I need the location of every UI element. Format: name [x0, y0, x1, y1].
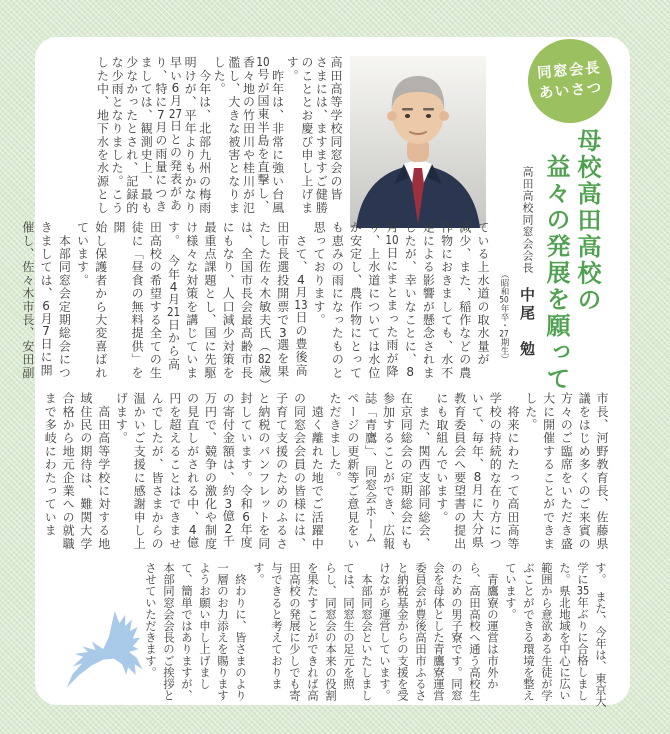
- text-column: げます。: [114, 392, 129, 445]
- text-column: 今年は、北部九州の梅雨: [197, 56, 212, 215]
- text-column: ています。: [504, 562, 518, 620]
- text-column: の見直しがされる中、4億: [185, 392, 200, 550]
- text-column: ページの更新等ご意見をい: [345, 392, 360, 551]
- text-column: 一層のお力添えを賜ります: [216, 562, 230, 702]
- text-column: ようお願い申し上げまし: [198, 562, 212, 690]
- text-column: 終わりに、皆さまのより: [234, 562, 248, 702]
- text-column: 田高校の希望する全ての生: [148, 221, 163, 380]
- text-column: 催し、佐々木市長、安田副: [20, 221, 35, 380]
- text-column: と納税基金からの支援を受: [396, 562, 410, 702]
- text-column: 田市長選投開票で3選を果: [275, 221, 290, 379]
- text-column: 教育委員会へ要望書の提出: [452, 392, 467, 551]
- text-column: 始し保護者から大変喜ばれ: [93, 221, 108, 380]
- text-column: 誌「青鷹」、同窓会ホーム: [363, 392, 378, 545]
- text-column: も恵みの雨になったものと: [330, 221, 345, 380]
- text-column: 本部同窓会といたしまし: [360, 562, 374, 702]
- text-column: らし、同窓会の本来の役割: [324, 562, 338, 702]
- text-column: ています。: [75, 221, 90, 287]
- text-column: て、簡単ではありますが、: [180, 562, 194, 702]
- text-column: ら、高田高校へ通う高校生: [468, 562, 482, 702]
- text-column: が安定し、農作物にとって: [348, 221, 363, 380]
- text-column: 子育て支援のためのふるさ: [274, 392, 289, 551]
- text-column: 議をはじめ多くのご来賓の: [577, 392, 592, 551]
- text-column: 万円で、競争の激化や制度: [203, 392, 218, 551]
- text-column: 昨年は、非常に強い台風: [270, 56, 285, 215]
- text-column: 委員会が豊後高田市ふるさ: [414, 562, 428, 702]
- text-column: いて、毎年、8月に大分県: [470, 392, 485, 550]
- text-column: さて、4月13日の豊後高: [293, 221, 308, 378]
- greeting-badge: [528, 39, 612, 123]
- text-column: 域住民の期待は、難関大学: [78, 392, 93, 551]
- text-column: ましては、観測史上、最も: [139, 56, 154, 215]
- greeting-badge-text: [536, 58, 603, 104]
- text-column: 高田高等学校同窓会の皆: [329, 56, 343, 202]
- text-column: きましては、6月7日に開: [39, 221, 54, 378]
- body-band-2: [20, 221, 492, 392]
- text-column: 範囲から意欲ある生徒が学: [540, 562, 554, 702]
- text-column: 市長、河野教育長、佐藤県: [595, 392, 609, 551]
- text-column: 本部同窓会定期総会につ: [57, 221, 72, 380]
- text-column: 濫し、大きな被害となりま: [226, 56, 241, 215]
- text-column: 在京同総会の定期総会にも: [399, 392, 414, 551]
- portrait-photo: [350, 56, 486, 228]
- text-column: た。県北地域を中心に広い: [558, 562, 572, 702]
- badge-line-2: あいさつ: [538, 80, 604, 102]
- text-column: 少なかったとされ、記録的: [124, 56, 139, 215]
- text-column: ぶことができる環境を整え: [522, 562, 536, 702]
- text-column: 月10日にまとまった雨が降: [384, 221, 399, 379]
- text-column: す。 また、今年は、東京大: [594, 562, 608, 708]
- body-band-3: [40, 392, 610, 563]
- text-column: 足による影響が懸念されま: [421, 221, 436, 380]
- text-column: 会を母体とした青鷹寮運営: [432, 562, 446, 702]
- text-column: な少雨となりました。こう: [110, 56, 125, 215]
- text-column: にも取組んでいます。: [434, 392, 449, 524]
- text-column: 遠く離れた地でご活躍中: [310, 392, 325, 551]
- text-column: 大に開催することができま: [541, 392, 556, 551]
- text-column: と納税のパンフレットを同: [256, 392, 271, 551]
- text-column: 円を超えることはできませ: [167, 392, 182, 551]
- text-column: 減少、また、稲作などの農: [457, 221, 472, 380]
- text-column: 徒に「昼食の無料提供」を開: [111, 221, 145, 380]
- text-column: す。 今年4月21日から高: [166, 221, 181, 372]
- text-column: たした佐々木敏夫氏（82歳）: [257, 221, 272, 392]
- text-column: り、上水道については水位: [366, 221, 381, 380]
- text-column: 学に35年ぶりに合格しまし: [576, 562, 590, 702]
- text-column: けながら運営しています。: [378, 562, 392, 702]
- text-column: は、全国市長会最高齢市長: [239, 221, 254, 380]
- article-title: [540, 128, 602, 408]
- text-column: したが、幸いなことに、8: [403, 221, 418, 379]
- text-column: 合格から地元企業への就職: [61, 392, 76, 551]
- text-column: した。: [523, 392, 538, 432]
- text-column: した中、地下水を水源とし: [95, 56, 110, 215]
- text-column: け様々な対策を講じていま: [184, 221, 199, 380]
- text-column: まで多岐にわたっていま: [43, 392, 58, 538]
- text-column: 参加することができ、広報: [381, 392, 396, 551]
- text-column: を果たすことができれば高: [306, 562, 320, 702]
- text-column: 高田高等学校に対する地: [96, 392, 111, 551]
- byline-role: 高田高校同窓会会長: [521, 166, 534, 274]
- text-column: り、特に7月の雨量につき: [153, 56, 168, 214]
- text-column: 方々のご臨席をいただき盛: [559, 392, 574, 551]
- text-column: す。: [252, 562, 266, 586]
- text-column: 作物におきましても、水不: [439, 221, 454, 380]
- text-column: ている上水道の取水量が: [476, 221, 490, 367]
- text-column: ただきました。: [328, 392, 343, 485]
- body-band-1: [40, 56, 343, 220]
- byline-main: [515, 166, 539, 406]
- byline-name: 中尾 勉: [518, 287, 536, 360]
- text-column: 早い6月27日との発表があ: [168, 56, 183, 213]
- text-column: 香々地の竹田川や桂川が氾: [241, 56, 256, 215]
- text-column: 最重点課題とし、国に先駆: [202, 221, 217, 380]
- article-title-line-1: 母校高田高校の: [573, 128, 601, 314]
- text-column: さまには、ますますご健勝: [314, 56, 329, 215]
- text-column: す。: [285, 56, 300, 83]
- text-column: 本部同窓会会長のご挨拶と: [162, 562, 176, 702]
- text-column: 青鷹寮の運営は市外か: [486, 562, 500, 690]
- bird-logo-icon: [60, 610, 156, 698]
- text-column: 思っております。: [312, 221, 327, 327]
- text-column: また、関西支部同総会、: [417, 392, 432, 551]
- text-column: ては、同窓生の足元を照: [342, 562, 356, 690]
- text-column: 10号が国東半島を直撃し、: [256, 56, 271, 214]
- text-column: のための男子寮です。同窓: [450, 562, 464, 702]
- text-column: 封しています。令和6年度: [239, 392, 254, 550]
- text-column: 温かいご支援に感謝申し上: [132, 392, 147, 551]
- text-column: 学校の持続的な在り方につ: [488, 392, 503, 551]
- text-column: 田高校の発展に少しでも寄: [288, 562, 302, 702]
- hawk-silhouette: [60, 610, 156, 694]
- text-column: の同窓会会員の皆様には、: [292, 392, 307, 551]
- text-column: のこととお慶び申し上げま: [299, 56, 314, 215]
- portrait-illustration: [350, 56, 486, 228]
- text-column: にもなり、人口減少対策を: [221, 221, 236, 380]
- byline: [492, 166, 539, 406]
- article-title-line-2: 益々の発展を願って: [542, 154, 570, 393]
- text-column: 将来にわたって高田高等: [506, 392, 521, 551]
- text-column: させていただきます。: [144, 562, 158, 678]
- text-column: 明けが、平年よりもかなり: [183, 56, 198, 215]
- text-column: の寄付金額は、約3億2千: [221, 392, 236, 549]
- badge-line-1: 同窓会長: [536, 59, 602, 82]
- text-column: した。: [212, 56, 227, 96]
- text-column: 与できると考えておりま: [270, 562, 284, 690]
- text-column: んでしたが、皆さまからの: [150, 392, 165, 551]
- byline-class-note: （昭和50年卒・27期生）: [499, 270, 509, 364]
